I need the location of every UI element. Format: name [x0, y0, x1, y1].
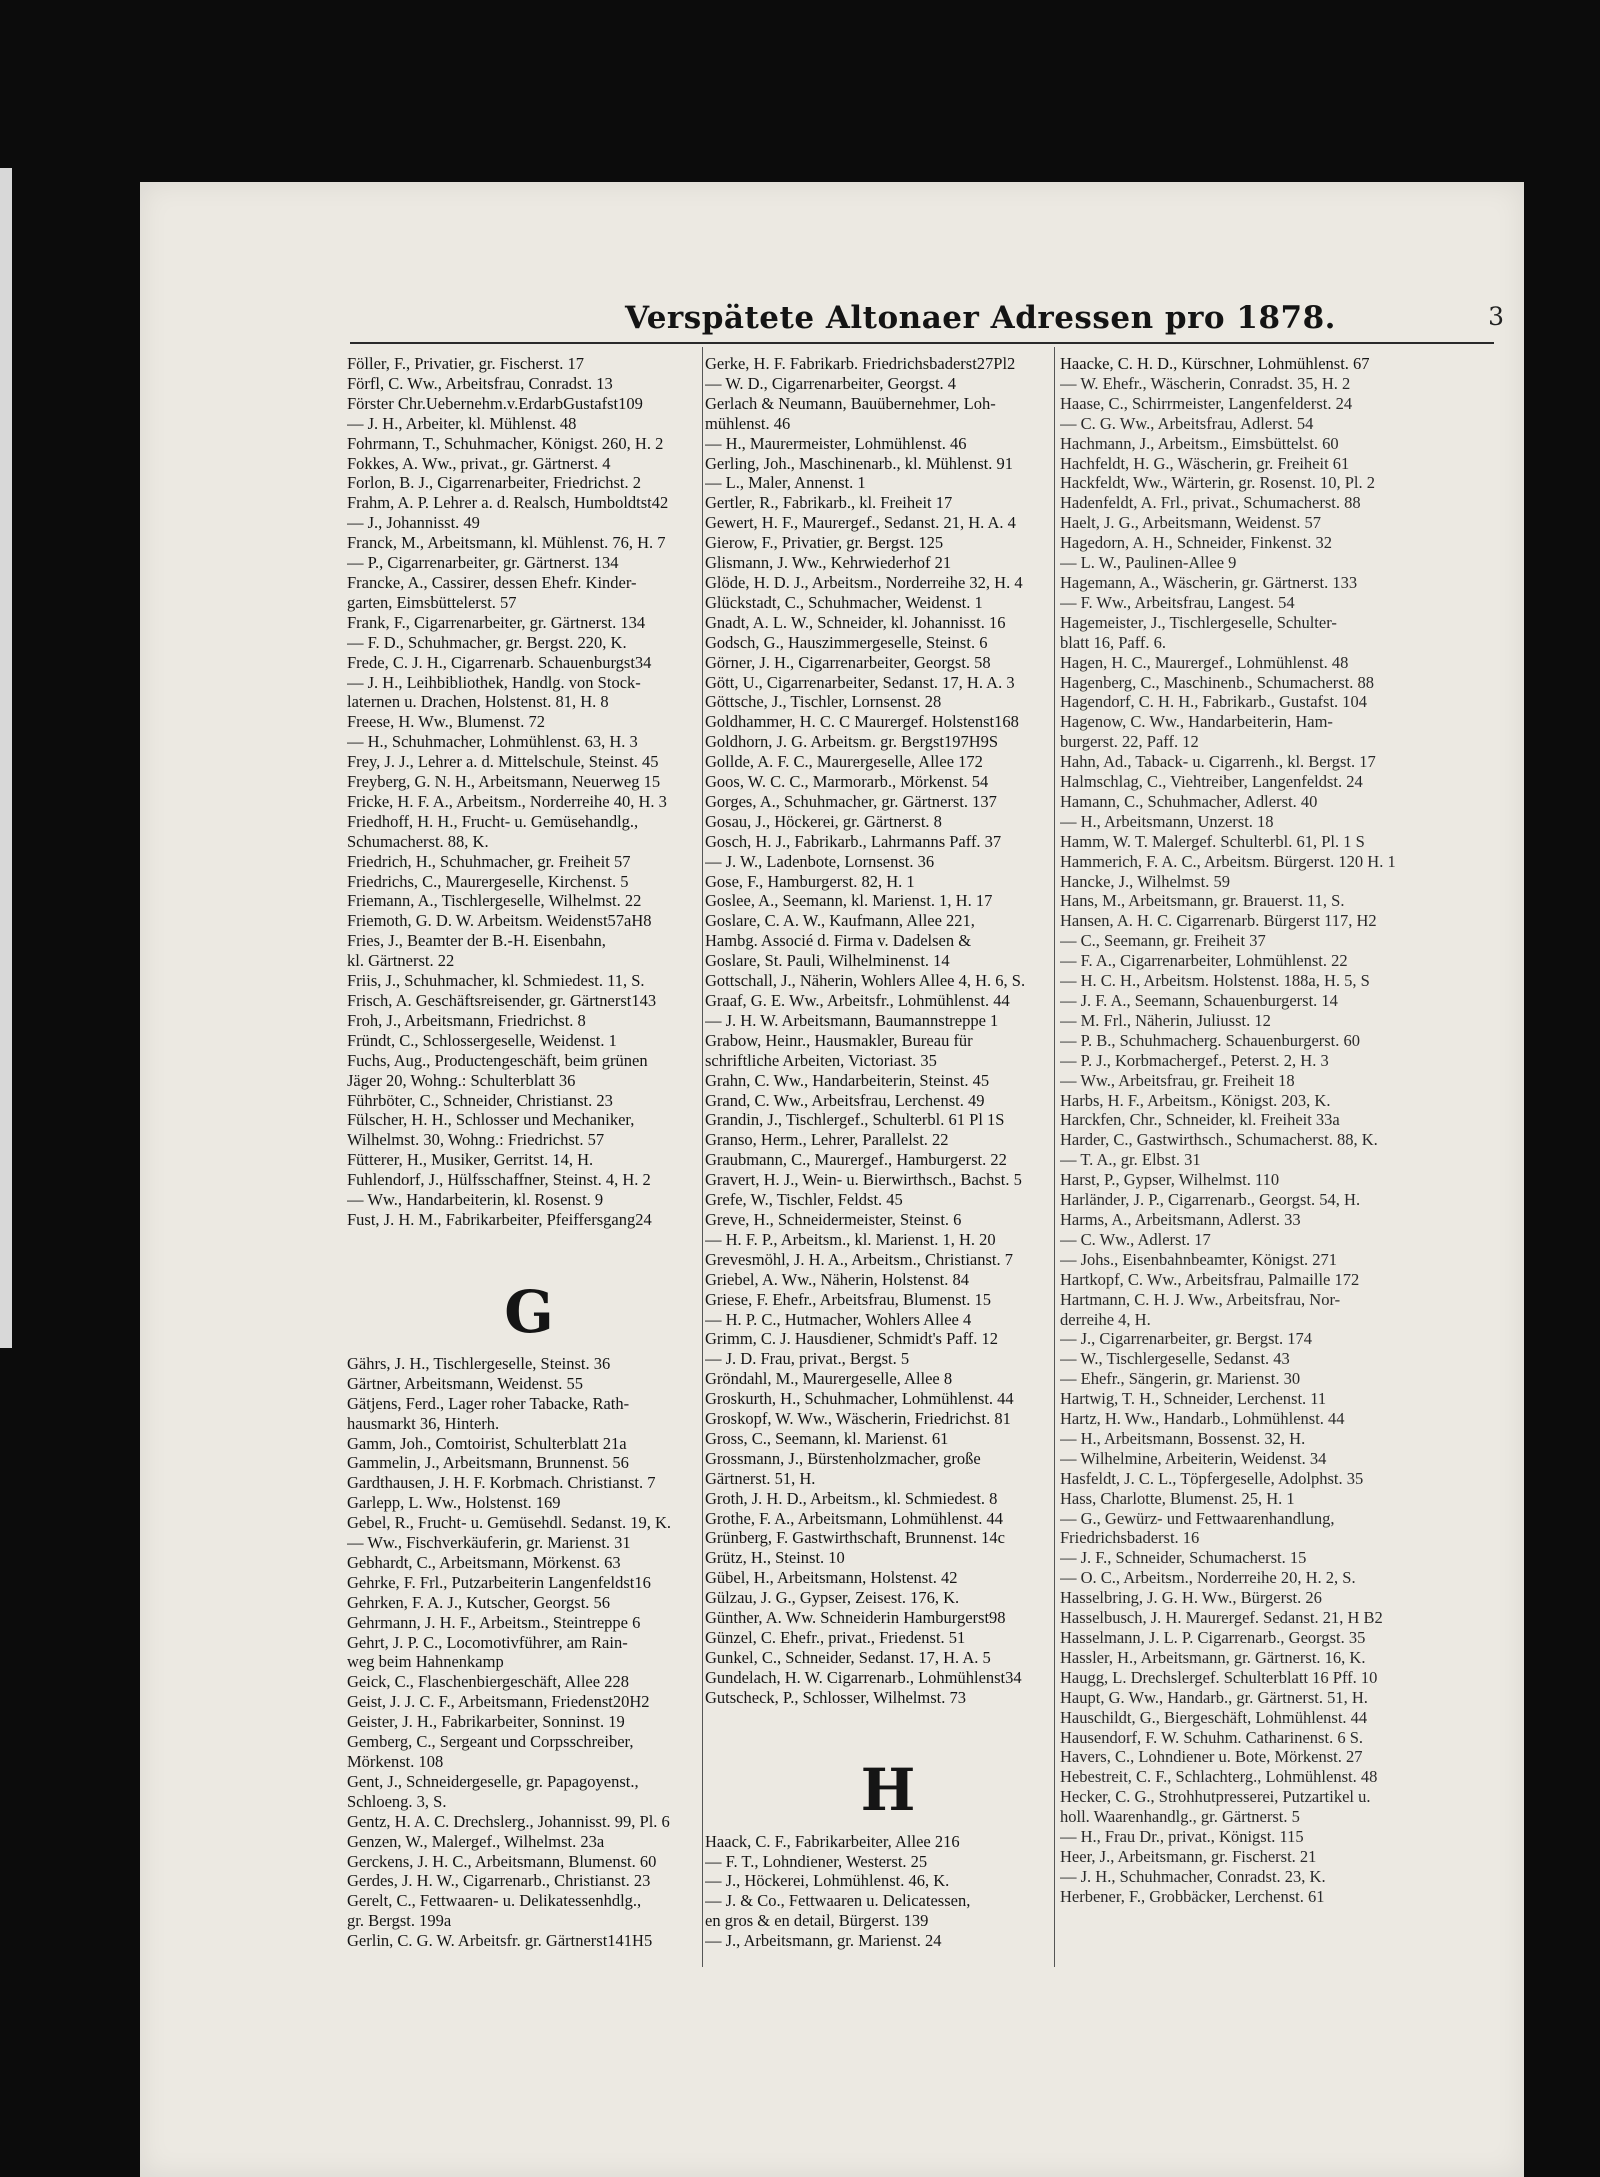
directory-entry: — H. F. P., Arbeitsm., kl. Marienst. 1, H. 20	[705, 1229, 996, 1249]
directory-entry: Gertler, R., Fabrikarb., kl. Freiheit 17	[705, 493, 953, 513]
directory-entry: Haacke, C. H. D., Kürschner, Lohmühlenst. 67	[1060, 354, 1370, 373]
directory-entry: — Ww., Handarbeiterin, kl. Rosenst. 9	[347, 1190, 604, 1210]
directory-entry: Goldhammer, H. C. C Maurergef. Holstenst168	[705, 712, 1019, 732]
directory-entry: Hamann, C., Schuhmacher, Adlerst. 40	[1060, 791, 1318, 811]
page-number: 3	[1488, 302, 1504, 331]
directory-entry: Harbs, H. F., Arbeitsm., Königst. 203, K.	[1060, 1090, 1331, 1110]
directory-entry: — C., Seemann, gr. Freiheit 37	[1060, 931, 1266, 951]
directory-entry: Haugg, L. Drechslergef. Schulterblatt 16 Pff. 10	[1060, 1667, 1378, 1687]
directory-entry: Hauschildt, G., Biergeschäft, Lohmühlenst. 44	[1060, 1707, 1368, 1727]
directory-entry: — J. H. W. Arbeitsmann, Baumannstreppe 1	[705, 1010, 999, 1030]
directory-entry: Günther, A. Ww. Schneiderin Hamburgerst98	[705, 1608, 1006, 1628]
directory-entry: — Ww., Fischverkäuferin, gr. Marienst. 31	[347, 1533, 631, 1553]
directory-entry: Friedhoff, H. H., Frucht- u. Gemüsehandlg.,	[347, 811, 639, 831]
directory-entry: Geister, J. H., Fabrikarbeiter, Sonninst. 19	[347, 1712, 625, 1732]
header-rule	[350, 342, 1494, 344]
directory-entry: Hagen, H. C., Maurergef., Lohmühlenst. 48	[1060, 652, 1349, 672]
directory-entry: Frisch, A. Geschäftsreisender, gr. Gärtnerst143	[347, 991, 657, 1010]
directory-entry: Greve, H., Schneidermeister, Steinst. 6	[705, 1209, 962, 1229]
directory-entry: Griebel, A. Ww., Näherin, Holstenst. 84	[705, 1269, 969, 1289]
directory-entry: Griese, F. Ehefr., Arbeitsfrau, Blumenst. 15	[705, 1289, 992, 1309]
directory-entry: laternen u. Drachen, Holstenst. 81, H. 8	[347, 692, 609, 712]
directory-entry: — L., Maler, Annenst. 1	[705, 473, 866, 493]
directory-entry: Friedrichsbaderst. 16	[1060, 1528, 1200, 1548]
directory-entry: Gerdes, J. H. W., Cigarrenarb., Christianst. 23	[347, 1871, 651, 1891]
directory-entry: Glöde, H. D. J., Arbeitsm., Norderreihe 32, H. 4	[705, 572, 1023, 592]
directory-entry: Fuhlendorf, J., Hülfsschaffner, Steinst. 4, H. 2	[347, 1170, 651, 1190]
directory-entry: Godsch, G., Hauszimmergeselle, Steinst. 6	[705, 632, 988, 652]
directory-entry: hausmarkt 36, Hinterh.	[347, 1413, 500, 1433]
directory-entry: Gosau, J., Höckerei, gr. Gärtnerst. 8	[705, 811, 942, 831]
directory-entry: Hancke, J., Wilhelmst. 59	[1060, 871, 1230, 891]
directory-entry: — F. Ww., Arbeitsfrau, Langest. 54	[1060, 592, 1295, 612]
directory-entry: Hasselbring, J. G. H. Ww., Bürgerst. 26	[1060, 1588, 1322, 1608]
directory-entry: Friis, J., Schuhmacher, kl. Schmiedest. 11, S.	[347, 971, 645, 991]
directory-entry: Gerling, Joh., Maschinenarb., kl. Mühlenst. 91	[705, 453, 1013, 473]
directory-entry: Hambg. Associé d. Firma v. Dadelsen &	[705, 931, 972, 951]
directory-entry: Harckfen, Chr., Schneider, kl. Freiheit 33a	[1060, 1110, 1340, 1130]
directory-entry: Genzen, W., Malergef., Wilhelmst. 23a	[347, 1831, 605, 1851]
directory-entry: — J. H., Leihbibliothek, Handlg. von Stock-	[347, 672, 641, 692]
directory-entry: — J. F., Schneider, Schumacherst. 15	[1060, 1548, 1307, 1568]
directory-entry: — H., Frau Dr., privat., Königst. 115	[1060, 1827, 1304, 1847]
directory-entry: Hachmann, J., Arbeitsm., Eimsbüttelst. 60	[1060, 433, 1339, 453]
directory-entry: Gammelin, J., Arbeitsmann, Brunnenst. 56	[347, 1453, 629, 1473]
directory-entry: Gnadt, A. L. W., Schneider, kl. Johannisst. 16	[705, 612, 1006, 632]
directory-entry: — P. B., Schuhmacherg. Schauenburgerst. 60	[1060, 1030, 1361, 1050]
directory-entry: Förfl, C. Ww., Arbeitsfrau, Conradst. 13	[347, 373, 613, 393]
directory-entry: Haack, C. F., Fabrikarbeiter, Allee 216	[705, 1831, 960, 1851]
directory-entry: — P. J., Korbmachergef., Peterst. 2, H. 3	[1060, 1050, 1329, 1070]
directory-entry: Gehrmann, J. H. F., Arbeitsm., Steintreppe 6	[347, 1612, 641, 1632]
directory-entry: Gehrken, F. A. J., Kutscher, Georgst. 56	[347, 1592, 611, 1612]
directory-entry: Grabow, Heinr., Hausmakler, Bureau für	[705, 1030, 973, 1050]
page-header	[140, 300, 1524, 344]
directory-entry: Hasselmann, J. L. P. Cigarrenarb., Georgst. 35	[1060, 1628, 1366, 1647]
directory-entry: Harms, A., Arbeitsmann, Adlerst. 33	[1060, 1209, 1301, 1229]
directory-entry: Gärtnerst. 51, H.	[705, 1468, 816, 1488]
directory-entry: Hausendorf, F. W. Schuhm. Catharinenst. 6 S.	[1060, 1727, 1363, 1747]
section-letter: G	[504, 1277, 554, 1346]
directory-entry: Frank, F., Cigarrenarbeiter, gr. Gärtnerst. 134	[347, 612, 646, 632]
directory-entry: Gorges, A., Schuhmacher, gr. Gärtnerst. 137	[705, 791, 997, 811]
directory-entry: Fricke, H. F. A., Arbeitsm., Norderreihe 40, H. 3	[347, 791, 667, 811]
directory-entry: — J. W., Ladenbote, Lornsenst. 36	[705, 851, 935, 871]
directory-entry: — C. Ww., Adlerst. 17	[1060, 1229, 1211, 1249]
directory-entry: derreihe 4, H.	[1060, 1309, 1151, 1329]
directory-entry: Gätjens, Ferd., Lager roher Tabacke, Rath-	[347, 1393, 630, 1413]
directory-entry: Gent, J., Schneidergeselle, gr. Papagoyenst.,	[347, 1771, 639, 1791]
directory-entry: Francke, A., Cassirer, dessen Ehefr. Kinder-	[347, 572, 637, 592]
directory-entry: Friemoth, G. D. W. Arbeitsm. Weidenst57aH8	[347, 911, 652, 931]
directory-entry: holl. Waarenhandlg., gr. Gärtnerst. 5	[1060, 1807, 1300, 1827]
directory-entry: Gundelach, H. W. Cigarrenarb., Lohmühlenst34	[705, 1667, 1022, 1687]
directory-entry: Fülscher, H. H., Schlosser und Mechaniker,	[347, 1110, 635, 1130]
directory-entry: Harst, P., Gypser, Wilhelmst. 110	[1060, 1170, 1280, 1190]
directory-entry: — C. G. Ww., Arbeitsfrau, Adlerst. 54	[1060, 413, 1314, 433]
directory-column-middle	[705, 354, 1071, 2134]
directory-entry: Gebhardt, C., Arbeitsmann, Mörkenst. 63	[347, 1552, 621, 1572]
directory-entry: Glismann, J. Ww., Kehrwiederhof 21	[705, 553, 952, 573]
directory-entry: — P., Cigarrenarbeiter, gr. Gärtnerst. 134	[347, 553, 619, 573]
directory-entry: Gross, C., Seemann, kl. Marienst. 61	[705, 1428, 949, 1448]
directory-entry: weg beim Hahnenkamp	[347, 1652, 504, 1672]
directory-entry: Havers, C., Lohndiener u. Bote, Mörkenst. 27	[1060, 1747, 1363, 1767]
directory-entry: Frahm, A. P. Lehrer a. d. Realsch, Humboldtst42	[347, 493, 669, 513]
directory-entry: Hagenow, C. Ww., Handarbeiterin, Ham-	[1060, 712, 1333, 732]
directory-entry: — F. T., Lohndiener, Westerst. 25	[705, 1851, 928, 1871]
directory-entry: Hackfeldt, Ww., Wärterin, gr. Rosenst. 10, Pl. 2	[1060, 473, 1375, 493]
directory-entry: Fohrmann, T., Schuhmacher, Königst. 260, H. 2	[347, 433, 664, 453]
directory-entry: Garlepp, L. Ww., Holstenst. 169	[347, 1493, 561, 1513]
directory-entry: — T. A., gr. Elbst. 31	[1060, 1150, 1201, 1170]
directory-entry: Hagemann, A., Wäscherin, gr. Gärtnerst. 133	[1060, 572, 1358, 592]
directory-entry: Gebel, R., Frucht- u. Gemüsehdl. Sedanst. 19, K.	[347, 1513, 671, 1533]
directory-entry: — J. & Co., Fettwaaren u. Delicatessen,	[705, 1891, 971, 1911]
directory-entry: Jäger 20, Wohng.: Schulterblatt 36	[347, 1070, 576, 1090]
directory-entry: — J., Arbeitsmann, gr. Marienst. 24	[705, 1931, 942, 1951]
directory-entry: Hans, M., Arbeitsmann, gr. Brauerst. 11, S.	[1060, 891, 1345, 911]
directory-entry: Grothe, F. A., Arbeitsmann, Lohmühlenst. 44	[705, 1508, 1003, 1528]
directory-entry: Glückstadt, C., Schuhmacher, Weidenst. 1	[705, 592, 983, 612]
directory-entry: — H. P. C., Hutmacher, Wohlers Allee 4	[705, 1309, 972, 1329]
directory-entry: schriftliche Arbeiten, Victoriast. 35	[705, 1050, 937, 1070]
directory-column-left	[347, 354, 711, 2134]
directory-entry: — H. C. H., Arbeitsm. Holstenst. 188a, H. 5, S	[1060, 971, 1370, 991]
directory-entry: Gardthausen, J. H. F. Korbmach. Christianst. 7	[347, 1473, 656, 1493]
directory-entry: — J. H., Arbeiter, kl. Mühlenst. 48	[347, 413, 577, 433]
section-spacer	[705, 1708, 1071, 1748]
directory-entry: Grimm, C. J. Hausdiener, Schmidt's Paff. 12	[705, 1329, 999, 1349]
directory-entry: Graaf, G. E. Ww., Arbeitsfr., Lohmühlenst. 44	[705, 991, 1010, 1010]
directory-entry: Hagemeister, J., Tischlergeselle, Schulter-	[1060, 612, 1337, 632]
directory-entry: Fütterer, H., Musiker, Gerritst. 14, H.	[347, 1150, 594, 1170]
directory-entry: Fründt, C., Schlossergeselle, Weidenst. 1	[347, 1030, 617, 1050]
directory-entry: Grütz, H., Steinst. 10	[705, 1548, 845, 1568]
directory-entry: Hadenfeldt, A. Frl., privat., Schumacherst. 88	[1060, 493, 1361, 513]
directory-entry: Gierow, F., Privatier, gr. Bergst. 125	[705, 533, 944, 553]
directory-entry: blatt 16, Paff. 6.	[1060, 632, 1167, 652]
directory-entry: Frey, J. J., Lehrer a. d. Mittelschule, Steinst. 45	[347, 752, 659, 772]
directory-entry: — F. D., Schuhmacher, gr. Bergst. 220, K.	[347, 632, 627, 652]
directory-entry: Friedrichs, C., Maurergeselle, Kirchenst. 5	[347, 871, 629, 891]
directory-entry: — F. A., Cigarrenarbeiter, Lohmühlenst. 22	[1060, 951, 1348, 971]
directory-entry: Hagendorf, C. H. H., Fabrikarb., Gustafst. 104	[1060, 692, 1368, 712]
directory-entry: Grefe, W., Tischler, Feldst. 45	[705, 1190, 903, 1210]
directory-entry: Fuchs, Aug., Productengeschäft, beim grünen	[347, 1050, 648, 1070]
directory-entry: Hasfeldt, J. C. L., Töpfergeselle, Adolphst. 35	[1060, 1468, 1364, 1488]
directory-entry: Hahn, Ad., Taback- u. Cigarrenh., kl. Bergst. 17	[1060, 752, 1376, 772]
directory-entry: — H., Schuhmacher, Lohmühlenst. 63, H. 3	[347, 732, 638, 752]
directory-entry: Gosch, H. J., Fabrikarb., Lahrmanns Paff. 37	[705, 831, 1002, 851]
directory-entry: — J., Höckerei, Lohmühlenst. 46, K.	[705, 1871, 950, 1891]
directory-entry: gr. Bergst. 199a	[347, 1911, 452, 1931]
directory-entry: Hecker, C. G., Strohhutpresserei, Putzartikel u.	[1060, 1787, 1371, 1807]
directory-entry: Hasselbusch, J. H. Maurergef. Sedanst. 21, H B2	[1060, 1608, 1383, 1628]
directory-entry: — J. D. Frau, privat., Bergst. 5	[705, 1349, 910, 1369]
directory-entry: Gollde, A. F. C., Maurergeselle, Allee 172	[705, 752, 983, 772]
directory-page	[140, 182, 1524, 2177]
directory-entry: Gülzau, J. G., Gypser, Zeisest. 176, K.	[705, 1588, 960, 1608]
directory-entry: Gose, F., Hamburgerst. 82, H. 1	[705, 871, 915, 891]
directory-entry: Gröndahl, M., Maurergeselle, Allee 8	[705, 1369, 953, 1389]
directory-entry: Föller, F., Privatier, gr. Fischerst. 17	[347, 354, 585, 373]
directory-entry: Gemberg, C., Sergeant und Corpsschreiber,	[347, 1732, 634, 1752]
directory-entry: Geick, C., Flaschenbiergeschäft, Allee 228	[347, 1672, 629, 1692]
directory-entry: Mörkenst. 108	[347, 1752, 444, 1771]
directory-entry: Hachfeldt, H. G., Wäscherin, gr. Freiheit 61	[1060, 453, 1350, 473]
adjacent-page-edge	[0, 168, 12, 1348]
directory-entry: Hamm, W. T. Malergef. Schulterbl. 61, Pl. 1 S	[1060, 831, 1365, 851]
directory-entry: Goslee, A., Seemann, kl. Marienst. 1, H. 17	[705, 891, 993, 911]
directory-entry: Goldhorn, J. G. Arbeitsm. gr. Bergst197H9S	[705, 732, 999, 752]
directory-entry: Hagedorn, A. H., Schneider, Finkenst. 32	[1060, 533, 1333, 553]
directory-entry: Gährs, J. H., Tischlergeselle, Steinst. 36	[347, 1353, 611, 1373]
directory-entry: Grand, C. Ww., Arbeitsfrau, Lerchenst. 49	[705, 1090, 985, 1110]
directory-entry: Froh, J., Arbeitsmann, Friedrichst. 8	[347, 1010, 586, 1030]
directory-entry: Friemann, A., Tischlergeselle, Wilhelmst. 22	[347, 891, 642, 911]
directory-entry: — Wilhelmine, Arbeiterin, Weidenst. 34	[1060, 1448, 1327, 1468]
directory-entry: Gravert, H. J., Wein- u. Bierwirthsch., Bachst. 5	[705, 1170, 1022, 1190]
directory-entry: Hartkopf, C. Ww., Arbeitsfrau, Palmaille 172	[1060, 1269, 1360, 1289]
directory-entry: Führböter, C., Schneider, Christianst. 23	[347, 1090, 613, 1110]
directory-entry: Franck, M., Arbeitsmann, kl. Mühlenst. 76, H. 7	[347, 533, 666, 553]
directory-entry: Fust, J. H. M., Fabrikarbeiter, Pfeiffersgang24	[347, 1209, 652, 1229]
directory-entry: Gehrke, F. Frl., Putzarbeiterin Langenfeldst16	[347, 1572, 651, 1592]
directory-entry: — W. D., Cigarrenarbeiter, Georgst. 4	[705, 373, 957, 393]
directory-entry: Haupt, G. Ww., Handarb., gr. Gärtnerst. 51, H.	[1060, 1687, 1368, 1707]
directory-entry: Haase, C., Schirrmeister, Langenfelderst. 24	[1060, 393, 1353, 413]
directory-entry: en gros & en detail, Bürgerst. 139	[705, 1911, 929, 1931]
directory-entry: Förster Chr.Uebernehm.v.ErdarbGustafst109	[347, 393, 643, 413]
directory-entry: Grahn, C. Ww., Handarbeiterin, Steinst. 45	[705, 1070, 990, 1090]
directory-entry: Frede, C. J. H., Cigarrenarb. Schauenburgst34	[347, 652, 652, 672]
directory-entry: — Ww., Arbeitsfrau, gr. Freiheit 18	[1060, 1070, 1295, 1090]
directory-entry: Schloeng. 3, S.	[347, 1791, 447, 1811]
directory-entry: — J., Johannisst. 49	[347, 513, 480, 533]
directory-entry: Harder, C., Gastwirthsch., Schumacherst. 88, K.	[1060, 1130, 1378, 1150]
directory-entry: Freese, H. Ww., Blumenst. 72	[347, 712, 545, 732]
directory-entry: Gentz, H. A. C. Drechslerg., Johannisst. 99, Pl. 6	[347, 1811, 670, 1831]
directory-entry: Hartwig, T. H., Schneider, Lerchenst. 11	[1060, 1389, 1327, 1409]
directory-entry: — Ehefr., Sängerin, gr. Marienst. 30	[1060, 1369, 1301, 1389]
directory-entry: Grevesmöhl, J. H. A., Arbeitsm., Christianst. 7	[705, 1249, 1013, 1269]
directory-entry: — H., Arbeitsmann, Bossenst. 32, H.	[1060, 1428, 1306, 1448]
directory-entry: mühlenst. 46	[705, 413, 791, 433]
directory-entry: Hebestreit, C. F., Schlachterg., Lohmühlenst. 48	[1060, 1767, 1378, 1787]
directory-entry: Göttsche, J., Tischler, Lornsenst. 28	[705, 692, 942, 712]
directory-entry: garten, Eimsbüttelerst. 57	[347, 592, 517, 612]
directory-entry: Gunkel, C., Schneider, Sedanst. 17, H. A. 5	[705, 1647, 991, 1667]
directory-entry: Gehrt, J. P. C., Locomotivführer, am Rain-	[347, 1632, 628, 1652]
directory-entry: Groth, J. H. D., Arbeitsm., kl. Schmiedest. 8	[705, 1488, 998, 1508]
directory-entry: Gerelt, C., Fettwaaren- u. Delikatessenhdlg.,	[347, 1891, 642, 1911]
section-letter: H	[860, 1755, 916, 1824]
page-title: Verspätete Altonaer Adressen pro 1878.	[625, 300, 1336, 336]
directory-entry: Gerckens, J. H. C., Arbeitsmann, Blumenst. 60	[347, 1851, 657, 1871]
directory-entry: Freyberg, G. N. H., Arbeitsmann, Neuerweg 15	[347, 772, 661, 792]
directory-entry: Friedrich, H., Schuhmacher, gr. Freiheit 57	[347, 851, 631, 871]
directory-entry: Günzel, C. Ehefr., privat., Friedenst. 51	[705, 1628, 966, 1647]
directory-entry: Grossmann, J., Bürstenholzmacher, große	[705, 1448, 981, 1468]
directory-entry: — J. F. A., Seemann, Schauenburgerst. 14	[1060, 991, 1338, 1010]
directory-entry: — J. H., Schuhmacher, Conradst. 23, K.	[1060, 1866, 1326, 1886]
directory-entry: Haelt, J. G., Arbeitsmann, Weidenst. 57	[1060, 513, 1321, 533]
directory-entry: Gött, U., Cigarrenarbeiter, Sedanst. 17, H. A. 3	[705, 672, 1015, 692]
section-spacer	[347, 1230, 711, 1270]
directory-entry: Hartmann, C. H. J. Ww., Arbeitsfrau, Nor-	[1060, 1289, 1341, 1309]
directory-entry: Hagenberg, C., Maschinenb., Schumacherst. 88	[1060, 672, 1375, 692]
directory-entry: Hartz, H. Ww., Handarb., Lohmühlenst. 44	[1060, 1409, 1345, 1429]
directory-entry: Herbener, F., Grobbäcker, Lerchenst. 61	[1060, 1886, 1325, 1906]
directory-entry: Groskopf, W. Ww., Wäscherin, Friedrichst. 81	[705, 1409, 1011, 1429]
directory-entry: Hansen, A. H. C. Cigarrenarb. Bürgerst 117, H2	[1060, 911, 1377, 931]
directory-entry: Fries, J., Beamter der B.-H. Eisenbahn,	[347, 931, 606, 951]
directory-entry: Wilhelmst. 30, Wohng.: Friedrichst. 57	[347, 1130, 605, 1150]
directory-entry: Groskurth, H., Schuhmacher, Lohmühlenst. 44	[705, 1389, 1014, 1409]
directory-entry: Fokkes, A. Ww., privat., gr. Gärtnerst. 4	[347, 453, 611, 473]
directory-entry: Görner, J. H., Cigarrenarbeiter, Georgst. 58	[705, 652, 991, 672]
directory-entry: Gutscheck, P., Schlosser, Wilhelmst. 73	[705, 1687, 966, 1707]
directory-entry: Gewert, H. F., Maurergef., Sedanst. 21, H. A. 4	[705, 513, 1016, 533]
directory-entry: Grandin, J., Tischlergef., Schulterbl. 61 Pl 1S	[705, 1110, 1005, 1130]
directory-entry: — M. Frl., Näherin, Juliusst. 12	[1060, 1010, 1271, 1030]
directory-entry: — G., Gewürz- und Fettwaarenhandlung,	[1060, 1508, 1335, 1528]
directory-entry: Forlon, B. J., Cigarrenarbeiter, Friedrichst. 2	[347, 473, 641, 493]
directory-entry: Gübel, H., Arbeitsmann, Holstenst. 42	[705, 1568, 958, 1588]
directory-entry: Goos, W. C. C., Marmorarb., Mörkenst. 54	[705, 772, 989, 792]
directory-entry: Grünberg, F. Gastwirthschaft, Brunnenst. 14c	[705, 1528, 1005, 1548]
directory-entry: Hammerich, F. A. C., Arbeitsm. Bürgerst. 120 H. 1	[1060, 851, 1396, 871]
directory-entry: Gerlin, C. G. W. Arbeitsfr. gr. Gärtnerst141H5	[347, 1931, 653, 1951]
directory-entry: Geist, J. J. C. F., Arbeitsmann, Friedenst20H2	[347, 1692, 650, 1712]
directory-entry: Hass, Charlotte, Blumenst. 25, H. 1	[1060, 1488, 1295, 1508]
directory-entry: — O. C., Arbeitsm., Norderreihe 20, H. 2, S.	[1060, 1568, 1356, 1588]
directory-entry: Gerke, H. F. Fabrikarb. Friedrichsbaderst27Pl2	[705, 354, 1016, 373]
directory-entry: — J., Cigarrenarbeiter, gr. Bergst. 174	[1060, 1329, 1312, 1349]
directory-entry: Halmschlag, C., Viehtreiber, Langenfeldst. 24	[1060, 772, 1363, 792]
directory-entry: Gärtner, Arbeitsmann, Weidenst. 55	[347, 1373, 583, 1393]
directory-entry: Granso, Herm., Lehrer, Parallelst. 22	[705, 1130, 949, 1150]
directory-entry: — L. W., Paulinen-Allee 9	[1060, 553, 1237, 573]
directory-entry: Gamm, Joh., Comtoirist, Schulterblatt 21a	[347, 1433, 627, 1453]
directory-entry: Schumacherst. 88, K.	[347, 831, 489, 851]
directory-entry: Goslare, C. A. W., Kaufmann, Allee 221,	[705, 911, 975, 931]
directory-entry: Harländer, J. P., Cigarrenarb., Georgst. 54, H.	[1060, 1190, 1361, 1210]
directory-entry: Heer, J., Arbeitsmann, gr. Fischerst. 21	[1060, 1846, 1317, 1866]
directory-entry: burgerst. 22, Paff. 12	[1060, 732, 1199, 752]
directory-entry: Graubmann, C., Maurergef., Hamburgerst. 22	[705, 1150, 1007, 1170]
directory-entry: — H., Arbeitsmann, Unzerst. 18	[1060, 811, 1274, 831]
directory-entry: Gottschall, J., Näherin, Wohlers Allee 4, H. 6, S.	[705, 971, 1026, 991]
directory-entry: Goslare, St. Pauli, Wilhelminenst. 14	[705, 951, 950, 971]
directory-entry: — W., Tischlergeselle, Sedanst. 43	[1060, 1349, 1290, 1369]
directory-entry: Hassler, H., Arbeitsmann, gr. Gärtnerst. 16, K.	[1060, 1647, 1366, 1667]
directory-entry: — Johs., Eisenbahnbeamter, Königst. 271	[1060, 1249, 1338, 1269]
directory-column-right	[1060, 354, 1424, 2134]
directory-entry: Gerlach & Neumann, Bauübernehmer, Loh-	[705, 393, 996, 413]
directory-entry: kl. Gärtnerst. 22	[347, 951, 455, 971]
directory-entry: — H., Maurermeister, Lohmühlenst. 46	[705, 433, 967, 453]
directory-entry: — W. Ehefr., Wäscherin, Conradst. 35, H. 2	[1060, 373, 1351, 393]
